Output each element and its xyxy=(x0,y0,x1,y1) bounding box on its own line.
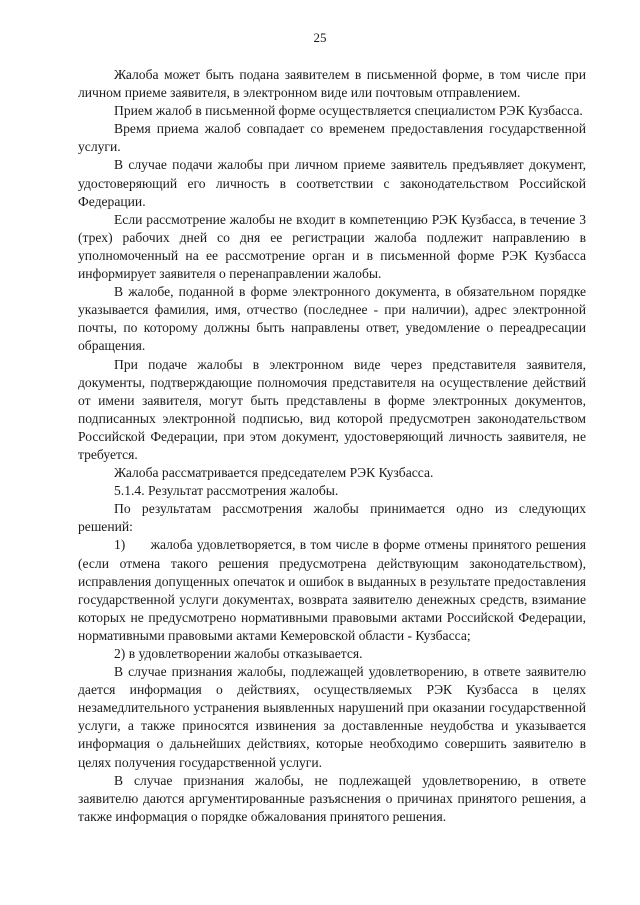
paragraph: В жалобе, поданной в форме электронного документа, в обязательном порядке указывается фамилия, имя, отчество (последнее - при наличии), адрес электронной почты, по которому должны быть направлены ответ, уведомление о переадресации обращения. xyxy=(78,284,586,354)
paragraph: В случае признания жалобы, подлежащей удовлетворению, в ответе заявителю дается информация о действиях, осуществляемых РЭК Кузбасса в целях незамедлительного устранения выявленных нарушений при оказании государственной услуги, а также приносятся извинения за доставленные неудобства и указывается информация о дальнейших действиях, которые необходимо совершить заявителю в целях получения государственной услуги. xyxy=(78,664,586,770)
paragraph: В случае подачи жалобы при личном приеме заявитель предъявляет документ, удостоверяющий его личность в соответствии с законодательством Российской Федерации. xyxy=(78,157,586,209)
paragraph: В случае признания жалобы, не подлежащей удовлетворению, в ответе заявителю даются аргументированные разъяснения о причинах принятого решения, а также информация о порядке обжалования принятого решения. xyxy=(78,772,586,824)
paragraph: Если рассмотрение жалобы не входит в компетенцию РЭК Кузбасса, в течение 3 (трех) рабочих дней со дня ее регистрации жалоба подлежит направлению в уполномоченный на ее рассмотрение орган и в письменной форме РЭК Кузбасса информирует заявителя о перенаправлении жалобы. xyxy=(78,211,586,282)
paragraph: По результатам рассмотрения жалобы принимается одно из следующих решений: xyxy=(78,501,586,535)
paragraph: Жалоба рассматривается председателем РЭК Кузбасса. xyxy=(114,465,434,481)
paragraph: Жалоба может быть подана заявителем в письменной форме, в том числе при личном приеме заявителя, в электронном виде или почтовым отправлением. xyxy=(78,67,586,101)
list-item: 2) в удовлетворении жалобы отказывается. xyxy=(114,646,363,661)
page-number: 25 xyxy=(313,30,327,45)
document-body xyxy=(78,66,586,826)
paragraph: Время приема жалоб совпадает со временем предоставления государственной услуги. xyxy=(78,121,586,155)
section-heading: 5.1.4. Результат рассмотрения жалобы. xyxy=(114,483,339,499)
list-item: 1) жалоба удовлетворяется, в том числе в форме отмены принятого решения (если отмена такого решения предусмотрена действующим законодательством), исправления допущенных опечаток и ошибок в выданных в результате предоставления государственной услуги документах, возврата заявителю денежных средств, взимание которых не предусмотрено нормативными правовыми актами Российской Федерации, нормативными правовыми актами Кемеровской области - Кузбасса; xyxy=(78,537,586,643)
paragraph: При подаче жалобы в электронном виде через представителя заявителя, документы, подтверждающие полномочия представителя на осуществление действий от имени заявителя, могут быть представлены в форме электронных документов, подписанных электронной подписью, вид которой предусмотрен законодательством Российской Федерации, при этом документ, удостоверяющий личность заявителя, не требуется. xyxy=(78,356,586,462)
paragraph: Прием жалоб в письменной форме осуществляется специалистом РЭК Кузбасса. xyxy=(114,103,583,119)
